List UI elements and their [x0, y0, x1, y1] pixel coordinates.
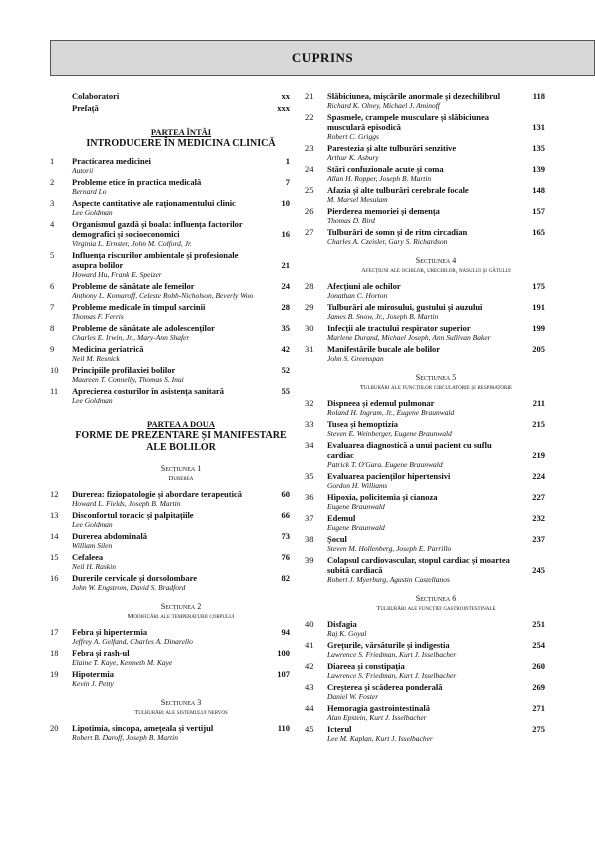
part-heading [72, 419, 290, 454]
toc-entry[interactable] [305, 640, 545, 659]
chapter-authors: Marlene Durand, Michael Joseph, Ann Sullivan Baker [327, 333, 491, 342]
toc-entry[interactable] [50, 91, 290, 101]
chapter-authors: Virginia L. Ernster, John M. Colford, Jr. [72, 239, 192, 248]
chapter-title: Aprecierea costurilor în asistența sanitară [72, 386, 225, 396]
chapter-title: Febra și hipertermia [72, 627, 148, 637]
chapter-title: Stări confuzionale acute și coma [327, 164, 444, 174]
page-number: 269 [532, 682, 545, 692]
page-number: 76 [281, 552, 290, 562]
chapter-number: 38 [305, 534, 314, 544]
chapter-title: Tulburări de somn și de ritm circadian [327, 227, 468, 237]
toc-entry[interactable] [50, 573, 290, 592]
toc-entry[interactable] [305, 281, 545, 300]
chapter-title: Lipotimia, sincopa, amețeala și vertijul [72, 723, 214, 733]
toc-entry[interactable] [50, 198, 290, 217]
chapter-title: Disfagia [327, 619, 357, 629]
page-number: 55 [281, 386, 290, 396]
chapter-authors: Robert C. Griggs [327, 132, 379, 141]
toc-entry[interactable] [50, 250, 290, 279]
chapter-authors: James B. Snow, Jr., Joseph B. Martin [327, 312, 439, 321]
chapter-number: 1 [50, 156, 55, 166]
toc-entry[interactable] [50, 365, 290, 384]
section-heading [327, 594, 545, 613]
chapter-title: Organismul gazdă și boala: influența factorilor demografici și socioeconomici [72, 219, 243, 239]
chapter-title: Hipotermia [72, 669, 115, 679]
chapter-authors: John S. Greenspan [327, 354, 384, 363]
chapter-authors: Charles A. Czeisler, Gary S. Richardson [327, 237, 448, 246]
chapter-authors: Thomas D. Bird [327, 216, 375, 225]
page-number: 211 [532, 398, 545, 408]
chapter-title: Slăbiciunea, mișcările anormale și dezechilibrul [327, 91, 501, 101]
chapter-title: Tulburări ale mirosului, gustului și auzului [327, 302, 483, 312]
page-number: 215 [532, 419, 545, 429]
chapter-number: 41 [305, 640, 314, 650]
page-number: xxx [277, 103, 290, 113]
page-number: 110 [277, 723, 290, 733]
chapter-title: Pierderea memoriei și demența [327, 206, 440, 216]
chapter-authors: Robert J. Myerburg, Agustin Castellanos [327, 575, 450, 584]
chapter-number: 13 [50, 510, 59, 520]
section-title: Modificări ale temperaturii corpului [127, 613, 235, 620]
toc-entry[interactable] [50, 302, 290, 321]
chapter-number: 30 [305, 323, 314, 333]
page-number: 1 [285, 156, 290, 166]
chapter-authors: Steven M. Hollenberg, Joseph E. Parrillo [327, 544, 452, 553]
chapter-authors: Lawrence S. Friedman, Kurt J. Isselbacher [327, 671, 457, 680]
chapter-authors: Lawrence S. Friedman, Kurt J. Isselbacher [327, 650, 457, 659]
chapter-number: 21 [305, 91, 314, 101]
page-number: 131 [532, 122, 545, 132]
toc-entry[interactable] [305, 724, 545, 743]
page-number: 94 [281, 627, 290, 637]
chapter-number: 4 [50, 219, 55, 229]
toc-entry[interactable] [305, 344, 545, 363]
chapter-number: 44 [305, 703, 314, 713]
chapter-number: 35 [305, 471, 314, 481]
chapter-authors: Autorii [72, 166, 94, 175]
chapter-number: 32 [305, 398, 314, 408]
section-heading [72, 464, 290, 483]
page-number: 148 [532, 185, 545, 195]
toc-entry[interactable] [50, 648, 290, 667]
page-number: 10 [281, 198, 290, 208]
toc-entry[interactable] [305, 185, 545, 204]
chapter-title: Spasmele, crampele musculare și slăbiciunea musculară episodică [327, 112, 490, 132]
toc-entry[interactable] [50, 489, 290, 508]
page-number: 100 [277, 648, 290, 658]
toc-entry[interactable] [50, 531, 290, 550]
chapter-authors: Howard L. Fields, Joseph B. Martin [72, 499, 181, 508]
chapter-title: Infecții ale tractului respirator superior [327, 323, 471, 333]
chapter-number: 14 [50, 531, 59, 541]
page-number: 271 [532, 703, 545, 713]
toc-entry[interactable] [305, 164, 545, 183]
chapter-title: Febra și rash-ul [72, 648, 130, 658]
toc-entry[interactable] [305, 419, 545, 438]
toc-entry[interactable] [50, 386, 290, 405]
chapter-title: Hipoxia, policitemia și cianoza [327, 492, 438, 502]
chapter-title: Cefaleea [72, 552, 104, 562]
chapter-number: 6 [50, 281, 55, 291]
part-label: PARTEA ÎNTÂI [150, 127, 212, 137]
chapter-title: Probleme etice în practica medicală [72, 177, 202, 187]
chapter-title: Afazia și alte tulburări cerebrale focale [327, 185, 469, 195]
chapter-authors: Bernard Lo [72, 187, 107, 196]
chapter-authors: M. Marsel Mesulam [327, 195, 388, 204]
page-number: 165 [532, 227, 545, 237]
chapter-number: 12 [50, 489, 59, 499]
chapter-number: 42 [305, 661, 314, 671]
toc-entry[interactable] [305, 471, 545, 490]
chapter-title: Probleme de sănătate ale adolescenților [72, 323, 215, 333]
toc-entry[interactable] [305, 440, 545, 469]
page-number: 191 [532, 302, 545, 312]
chapter-authors: Lee Goldman [72, 520, 113, 529]
chapter-authors: Patrick T. O'Gara, Eugene Braunwald [327, 460, 443, 469]
chapter-number: 31 [305, 344, 314, 354]
chapter-authors: Anthony L. Komaroff, Celeste Robb-Nicholson, Beverly Woo [72, 291, 254, 300]
toc-entry[interactable] [305, 513, 545, 532]
chapter-title: Probleme medicale în timpul sarcinii [72, 302, 206, 312]
chapter-title: Tusea și hemoptizia [327, 419, 399, 429]
page-number: 42 [281, 344, 290, 354]
page-number: 219 [532, 450, 545, 460]
chapter-title: Manifestările bucale ale bolilor [327, 344, 441, 354]
toc-entry[interactable] [305, 206, 545, 225]
chapter-authors: William Silen [72, 541, 113, 550]
page-number: 73 [281, 531, 290, 541]
page-number: 7 [285, 177, 290, 187]
page-number: 245 [532, 565, 545, 575]
chapter-number: 18 [50, 648, 59, 658]
chapter-number: 28 [305, 281, 314, 291]
chapter-number: 16 [50, 573, 59, 583]
chapter-authors: Lee Goldman [72, 396, 113, 405]
chapter-title: Medicina geriatrică [72, 344, 144, 354]
chapter-authors: Steven E. Weinberger, Eugene Braunwald [327, 429, 452, 438]
chapter-title: Parestezia și alte tulburări senzitive [327, 143, 457, 153]
chapter-title: Creșterea și scăderea ponderală [327, 682, 443, 692]
chapter-number: 27 [305, 227, 314, 237]
section-title: Tulburări ale sistemului nervos [134, 709, 228, 716]
chapter-title: Prefață [72, 103, 99, 113]
chapter-number: 45 [305, 724, 314, 734]
page-number: 21 [281, 260, 290, 270]
chapter-authors: Elaine T. Kaye, Kenneth M. Kaye [72, 658, 173, 667]
chapter-authors: Roland H. Ingram, Jr., Eugene Braunwald [327, 408, 455, 417]
toc-entry[interactable] [50, 723, 290, 742]
chapter-authors: Eugene Braunwald [327, 502, 385, 511]
page-number: 28 [281, 302, 290, 312]
toc-entry[interactable] [305, 227, 545, 246]
chapter-authors: Eugene Braunwald [327, 523, 385, 532]
section-label: Secțiunea 5 [415, 373, 457, 382]
page-number: 254 [532, 640, 545, 650]
part-title: INTRODUCERE ÎN MEDICINA CLINICĂ [86, 138, 276, 149]
part-label: PARTEA A DOUA [146, 419, 216, 429]
chapter-number: 43 [305, 682, 314, 692]
section-title: Tulburări ale funcțiilor circulatorie și respiratorie [359, 384, 513, 391]
toc-entry[interactable] [50, 177, 290, 196]
toc-entry[interactable] [50, 669, 290, 688]
toc-entry[interactable] [305, 91, 545, 110]
section-heading [72, 698, 290, 717]
page-number: 35 [281, 323, 290, 333]
contents-header [50, 40, 595, 76]
chapter-authors: Maureen T. Connelly, Thomas S. Inui [72, 375, 184, 384]
chapter-title: Probleme de sănătate ale femeilor [72, 281, 195, 291]
chapter-title: Evaluarea pacienților hipertensivi [327, 471, 451, 481]
chapter-authors: Lee M. Kaplan, Kurt J. Isselbacher [327, 734, 433, 743]
page-number: 275 [532, 724, 545, 734]
page-number: 24 [281, 281, 290, 291]
section-heading [72, 602, 290, 621]
chapter-authors: Thomas F. Ferris [72, 312, 124, 321]
chapter-title: Principiile profilaxiei bolilor [72, 365, 176, 375]
chapter-authors: Robert B. Daroff, Joseph B. Martin [72, 733, 178, 742]
chapter-authors: Allan H. Ropper, Joseph B. Martin [327, 174, 432, 183]
chapter-authors: Neil M. Resnick [72, 354, 120, 363]
chapter-authors: Arthur K. Asbury [327, 153, 379, 162]
toc-entry[interactable] [50, 323, 290, 342]
section-label: Secțiunea 2 [160, 602, 202, 611]
section-title: Afecțiuni ale ochilor, urechilor, nasului și gâtului [361, 267, 511, 274]
section-label: Secțiunea 3 [160, 698, 202, 707]
toc-entry[interactable] [50, 281, 290, 300]
chapter-number: 26 [305, 206, 314, 216]
chapter-number: 37 [305, 513, 314, 523]
chapter-number: 11 [50, 386, 59, 396]
chapter-title: Durerea: fiziopatologie și abordare terapeutică [72, 489, 242, 499]
section-label: Secțiunea 6 [415, 594, 457, 603]
toc-entry[interactable] [305, 682, 545, 701]
section-title: Durerea [168, 475, 194, 482]
page-number: 260 [532, 661, 545, 671]
page-number: 227 [532, 492, 545, 502]
toc-right-column [305, 91, 545, 745]
chapter-number: 34 [305, 440, 314, 450]
section-label: Secțiunea 4 [415, 256, 457, 265]
page-number: 232 [532, 513, 545, 523]
page-number: 118 [532, 91, 545, 101]
toc-entry[interactable] [50, 103, 290, 113]
page-title: CUPRINS [291, 50, 354, 65]
chapter-number: 19 [50, 669, 59, 679]
chapter-number: 10 [50, 365, 59, 375]
chapter-number: 2 [50, 177, 55, 187]
chapter-number: 15 [50, 552, 59, 562]
chapter-title: Colapsul cardiovascular, stopul cardiac și moartea subită cardiacă [327, 555, 510, 575]
chapter-number: 24 [305, 164, 314, 174]
chapter-title: Diareea și constipația [327, 661, 405, 671]
chapter-title: Colaboratori [72, 91, 120, 101]
chapter-authors: Daniel W. Foster [327, 692, 379, 701]
toc-entry[interactable] [305, 619, 545, 638]
page-number: 135 [532, 143, 545, 153]
section-heading [327, 373, 545, 392]
chapter-authors: Raj K. Goyal [327, 629, 367, 638]
chapter-number: 40 [305, 619, 314, 629]
page-number: 224 [532, 471, 545, 481]
chapter-title: Durerea abdominală [72, 531, 148, 541]
chapter-number: 9 [50, 344, 55, 354]
part-title: FORME DE PREZENTARE ȘI MANIFESTARE ALE BOLILOR [75, 430, 287, 453]
chapter-number: 39 [305, 555, 314, 565]
chapter-number: 17 [50, 627, 59, 637]
chapter-authors: John W. Engstrom, David S. Bradford [72, 583, 186, 592]
page-number: 60 [281, 489, 290, 499]
page-number: 16 [281, 229, 290, 239]
chapter-title: Evaluarea diagnostică a unui pacient cu suflu cardiac [327, 440, 492, 460]
section-title: Tulburări ale funcției gastrointestinale [376, 605, 496, 612]
chapter-authors: Richard K. Olney, Michael J. Aminoff [327, 101, 440, 110]
section-heading [327, 256, 545, 275]
toc-entry[interactable] [305, 703, 545, 722]
chapter-title: Durerile cervicale și dorsolombare [72, 573, 198, 583]
chapter-number: 29 [305, 302, 314, 312]
page-number: 82 [281, 573, 290, 583]
chapter-number: 25 [305, 185, 314, 195]
chapter-number: 3 [50, 198, 55, 208]
chapter-authors: Charles E. Irwin, Jr., Mary-Ann Shafer [72, 333, 190, 342]
page-number: 175 [532, 281, 545, 291]
page-number: 52 [281, 365, 290, 375]
toc-entry[interactable] [50, 627, 290, 646]
page-number: 205 [532, 344, 545, 354]
chapter-authors: Alan Epstein, Kurt J. Isselbacher [327, 713, 427, 722]
section-label: Secțiunea 1 [160, 464, 202, 473]
chapter-title: Grețurile, vărsăturile și indigestia [327, 640, 450, 650]
page-number: 107 [277, 669, 290, 679]
chapter-authors: Howard Hu, Frank E. Speizer [72, 270, 162, 279]
page-number: 66 [281, 510, 290, 520]
chapter-authors: Gordon H. Williams [327, 481, 388, 490]
toc-left-column [50, 91, 290, 744]
chapter-number: 22 [305, 112, 314, 122]
page-number: 139 [532, 164, 545, 174]
chapter-number: 5 [50, 250, 55, 260]
toc-entry[interactable] [50, 552, 290, 571]
page-number: 199 [532, 323, 545, 333]
chapter-title: Edemul [327, 513, 356, 523]
toc-entry[interactable] [305, 112, 545, 141]
chapter-authors: Jonathan C. Horton [327, 291, 388, 300]
chapter-title: Șocul [327, 534, 347, 544]
chapter-title: Disconfortul toracic și palpitațiile [72, 510, 194, 520]
chapter-title: Afecțiuni ale ochilor [327, 281, 401, 291]
chapter-authors: Kevin J. Petty [72, 679, 114, 688]
toc-entry[interactable] [305, 661, 545, 680]
chapter-number: 23 [305, 143, 314, 153]
chapter-title: Influența riscurilor ambientale și profesionale asupra bolilor [72, 250, 239, 270]
chapter-number: 36 [305, 492, 314, 502]
part-heading [72, 127, 290, 150]
chapter-title: Aspecte cantitative ale raționamentului clinic [72, 198, 236, 208]
toc-entry[interactable] [305, 534, 545, 553]
chapter-title: Hemoragia gastrointestinală [327, 703, 431, 713]
chapter-number: 33 [305, 419, 314, 429]
toc-entry[interactable] [50, 219, 290, 248]
chapter-number: 7 [50, 302, 55, 312]
page-number: xx [281, 91, 290, 101]
toc-entry[interactable] [305, 143, 545, 162]
page-number: 157 [532, 206, 545, 216]
toc-entry[interactable] [50, 344, 290, 363]
chapter-title: Icterul [327, 724, 352, 734]
toc-entry[interactable] [305, 555, 545, 584]
chapter-title: Dispneea și edemul pulmonar [327, 398, 435, 408]
chapter-number: 20 [50, 723, 59, 733]
toc-entry[interactable] [50, 156, 290, 175]
chapter-number: 8 [50, 323, 55, 333]
chapter-authors: Neil H. Raskin [72, 562, 116, 571]
toc-entry[interactable] [305, 492, 545, 511]
page-number: 251 [532, 619, 545, 629]
toc-entry[interactable] [305, 323, 545, 342]
toc-entry[interactable] [305, 398, 545, 417]
toc-entry[interactable] [305, 302, 545, 321]
chapter-authors: Lee Goldman [72, 208, 113, 217]
toc-entry[interactable] [50, 510, 290, 529]
page-number: 237 [532, 534, 545, 544]
chapter-authors: Jeffrey A. Gelfand, Charles A. Dinarello [72, 637, 193, 646]
chapter-title: Practicarea medicinei [72, 156, 151, 166]
